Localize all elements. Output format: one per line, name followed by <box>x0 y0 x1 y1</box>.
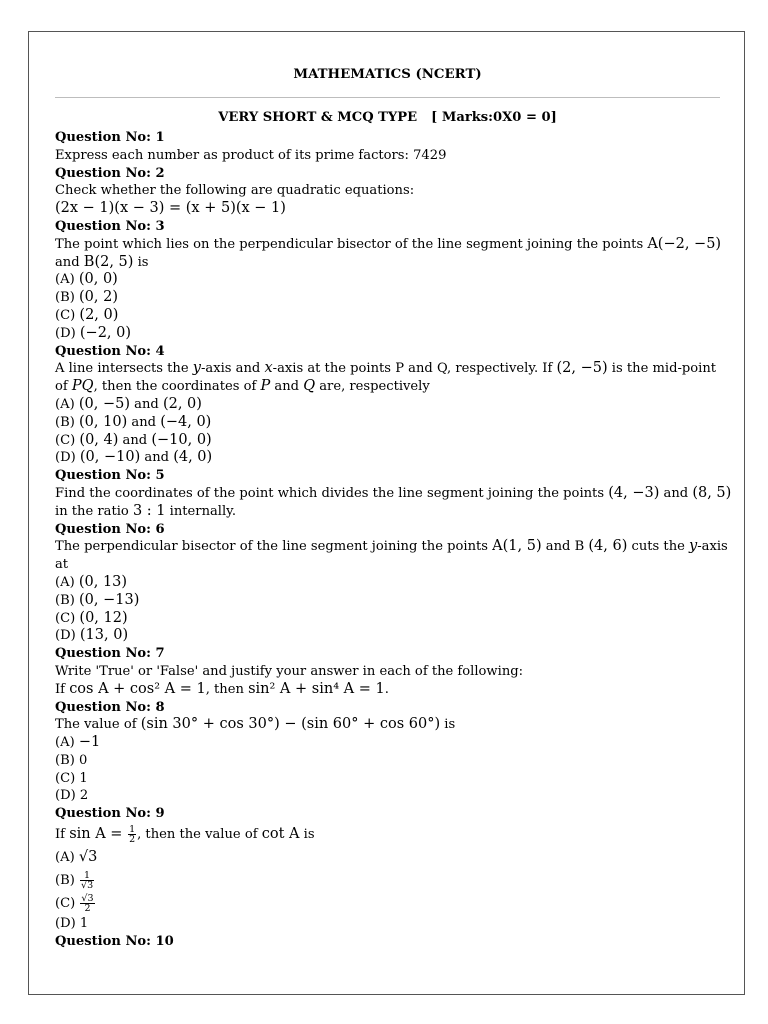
option-c <box>55 307 720 325</box>
text-part: are, respectively <box>315 379 430 395</box>
option-value: (−4, 0) <box>160 413 212 430</box>
title-divider <box>55 97 720 98</box>
text-part: is <box>299 827 315 843</box>
question-title: Question No: 10 <box>55 933 174 949</box>
question-8 <box>55 699 720 806</box>
option-label: (C) <box>55 610 80 626</box>
text-part: , then <box>205 681 249 697</box>
option-d <box>55 627 720 645</box>
text-part: and B <box>541 539 589 555</box>
document-content <box>55 64 732 951</box>
question-1 <box>55 129 720 165</box>
point-a: A(1, 5) <box>492 538 542 555</box>
text-part: and <box>270 379 304 395</box>
section-heading <box>55 107 720 129</box>
text-part: -axis at the points P and Q, respectively. If <box>272 361 557 377</box>
question-title: Question No: 4 <box>55 343 165 359</box>
point-b: (4, 6) <box>588 538 628 555</box>
option-c <box>55 892 720 915</box>
question-text-cont <box>55 378 720 396</box>
fraction-denominator: 2 <box>84 903 91 915</box>
fraction-numerator: 1 <box>129 824 136 836</box>
text-part: is <box>440 717 456 733</box>
text-part: and <box>659 485 693 501</box>
option-b <box>55 869 720 892</box>
text-part: If <box>55 681 70 697</box>
question-text <box>55 360 720 378</box>
question-title: Question No: 2 <box>55 165 165 181</box>
option-label: (A) <box>55 396 79 412</box>
question-7 <box>55 645 720 698</box>
question-title: Question No: 1 <box>55 130 165 145</box>
fraction-numerator: 1 <box>80 871 94 881</box>
question-text-cont <box>55 254 720 272</box>
fraction <box>128 825 136 844</box>
var-y: y <box>192 360 201 377</box>
question-text-cont: at <box>55 557 69 573</box>
question-title: Question No: 8 <box>55 699 165 715</box>
text-part: The point which lies on the perpendicular bisector of the line segment joining the points <box>55 236 648 252</box>
var-p: P <box>260 378 271 395</box>
fraction <box>80 871 94 890</box>
option-label: (A) <box>55 272 79 288</box>
text-part: . <box>384 681 389 697</box>
var-x: x <box>264 360 273 377</box>
option-value: (0, −5) <box>78 395 130 412</box>
option-a <box>55 734 720 752</box>
option-a <box>55 846 720 869</box>
question-5 <box>55 467 732 520</box>
var-q: Q <box>303 378 316 395</box>
option-value: (4, 0) <box>173 449 213 466</box>
point-a: A(−2, −5) <box>647 235 722 252</box>
point: (8, 5) <box>692 484 732 501</box>
option-label: (C) <box>55 896 80 912</box>
question-2 <box>55 165 720 218</box>
text-part: Find the coordinates of the point which divides the line segment joining the points <box>55 485 609 501</box>
option-a <box>55 271 720 289</box>
question-title: Question No: 7 <box>55 646 165 662</box>
page-title: MATHEMATICS (NCERT) <box>293 67 482 82</box>
statement <box>55 681 720 699</box>
option-c <box>55 432 720 450</box>
text-part: -axis <box>697 539 728 555</box>
question-text <box>55 716 720 734</box>
var-y: y <box>689 538 698 555</box>
text-part: If <box>55 827 70 843</box>
option-value: (13, 0) <box>79 627 129 644</box>
question-title: Question No: 9 <box>55 806 165 822</box>
option-d <box>55 325 720 343</box>
option-d <box>55 915 720 933</box>
question-text <box>55 484 732 503</box>
question-10 <box>55 933 720 951</box>
option-label: (B) <box>55 592 80 608</box>
marks-label: [ Marks:0X0 = 0] <box>431 110 557 125</box>
option-label: (A) <box>55 850 79 866</box>
mid-point: (2, −5) <box>556 360 608 377</box>
option-value: 2 <box>79 788 89 804</box>
option-value: (0, −10) <box>79 449 141 466</box>
text-part: A line intersects the <box>55 361 193 377</box>
option-a <box>55 396 720 414</box>
text-part: -axis and <box>200 361 265 377</box>
option-value: (0, 12) <box>79 609 128 626</box>
option-b <box>55 592 720 610</box>
option-label: (C) <box>55 770 80 786</box>
question-text: Write 'True' or 'False' and justify your answer in each of the following: <box>55 663 524 679</box>
text-part: The value of <box>55 717 141 733</box>
text-part: and <box>118 432 152 448</box>
option-value: √3 <box>78 849 98 866</box>
question-text <box>55 236 720 254</box>
option-value: (2, 0) <box>79 306 119 323</box>
option-d <box>55 787 720 805</box>
option-value: (0, 0) <box>78 271 118 288</box>
option-label: (B) <box>55 873 80 889</box>
option-value: 1 <box>79 916 89 932</box>
fraction <box>80 894 94 913</box>
fraction-denominator: √3 <box>81 880 94 892</box>
question-text: Check whether the following are quadratic equations: <box>55 183 415 199</box>
question-3 <box>55 218 720 343</box>
option-label: (C) <box>55 307 80 323</box>
option-label: (C) <box>55 432 80 448</box>
option-a <box>55 574 720 592</box>
question-4 <box>55 343 720 468</box>
fraction-denominator: 2 <box>129 834 136 846</box>
question-text-cont <box>55 503 720 521</box>
option-value: (2, 0) <box>162 395 202 412</box>
question-text <box>55 823 720 846</box>
ratio: 3 : 1 <box>132 502 166 519</box>
var-pq: PQ <box>71 378 94 395</box>
option-label: (D) <box>55 916 80 932</box>
option-b <box>55 289 720 307</box>
text-part: internally. <box>165 503 237 519</box>
expression: cot A <box>261 826 300 843</box>
option-value: (0, 4) <box>79 431 119 448</box>
option-c <box>55 770 720 788</box>
option-b <box>55 752 720 770</box>
option-label: (B) <box>55 752 80 768</box>
point: (4, −3) <box>608 484 660 501</box>
text-part: , then the value of <box>137 827 262 843</box>
option-label: (D) <box>55 450 80 466</box>
fraction-numerator: √3 <box>81 893 94 905</box>
option-b <box>55 414 720 432</box>
equation: sin² A + sin⁴ A = 1 <box>248 680 385 697</box>
option-value: 0 <box>79 752 88 768</box>
section-title: VERY SHORT & MCQ TYPE <box>218 110 418 125</box>
option-label: (D) <box>55 325 80 341</box>
text-part: and <box>127 414 161 430</box>
text-part: The perpendicular bisector of the line segment joining the points <box>55 539 493 555</box>
option-value: (−10, 0) <box>151 431 212 448</box>
option-value: 1 <box>79 770 88 786</box>
text-part: cuts the <box>627 539 690 555</box>
question-title: Question No: 3 <box>55 218 165 234</box>
question-title: Question No: 6 <box>55 521 165 537</box>
text-part: and <box>55 254 84 270</box>
option-label: (D) <box>55 628 80 644</box>
option-d <box>55 449 720 467</box>
expression: (sin 30° + cos 30°) − (sin 60° + cos 60°) <box>140 716 441 733</box>
question-6 <box>55 521 728 646</box>
option-value: (0, 10) <box>79 413 128 430</box>
text-part: in the ratio <box>55 503 133 519</box>
text-part: is the mid-point <box>607 361 717 377</box>
expression: sin A = <box>69 826 128 843</box>
question-text: Express each number as product of its prime factors: 7429 <box>55 147 447 163</box>
text-part: of <box>55 379 72 395</box>
option-c <box>55 610 720 628</box>
option-value: (0, 2) <box>79 289 118 306</box>
option-label: (D) <box>55 788 80 804</box>
option-label: (A) <box>55 735 79 751</box>
option-label: (A) <box>55 574 79 590</box>
option-value: (0, 13) <box>78 573 128 590</box>
equation: (2x − 1)(x − 3) = (x + 5)(x − 1) <box>55 200 286 217</box>
option-value: (0, −13) <box>79 591 140 608</box>
text-part: and <box>129 396 163 412</box>
point-b: B(2, 5) <box>83 253 134 270</box>
equation: cos A + cos² A = 1 <box>69 680 206 697</box>
question-text <box>55 538 728 556</box>
option-value: −1 <box>78 734 101 751</box>
option-label: (B) <box>55 290 80 306</box>
question-9 <box>55 805 720 933</box>
text-part: , then the coordinates of <box>93 379 261 395</box>
text-part: and <box>140 450 174 466</box>
text-part: is <box>133 254 149 270</box>
question-title: Question No: 5 <box>55 468 165 484</box>
option-value: (−2, 0) <box>79 324 132 341</box>
option-label: (B) <box>55 414 80 430</box>
